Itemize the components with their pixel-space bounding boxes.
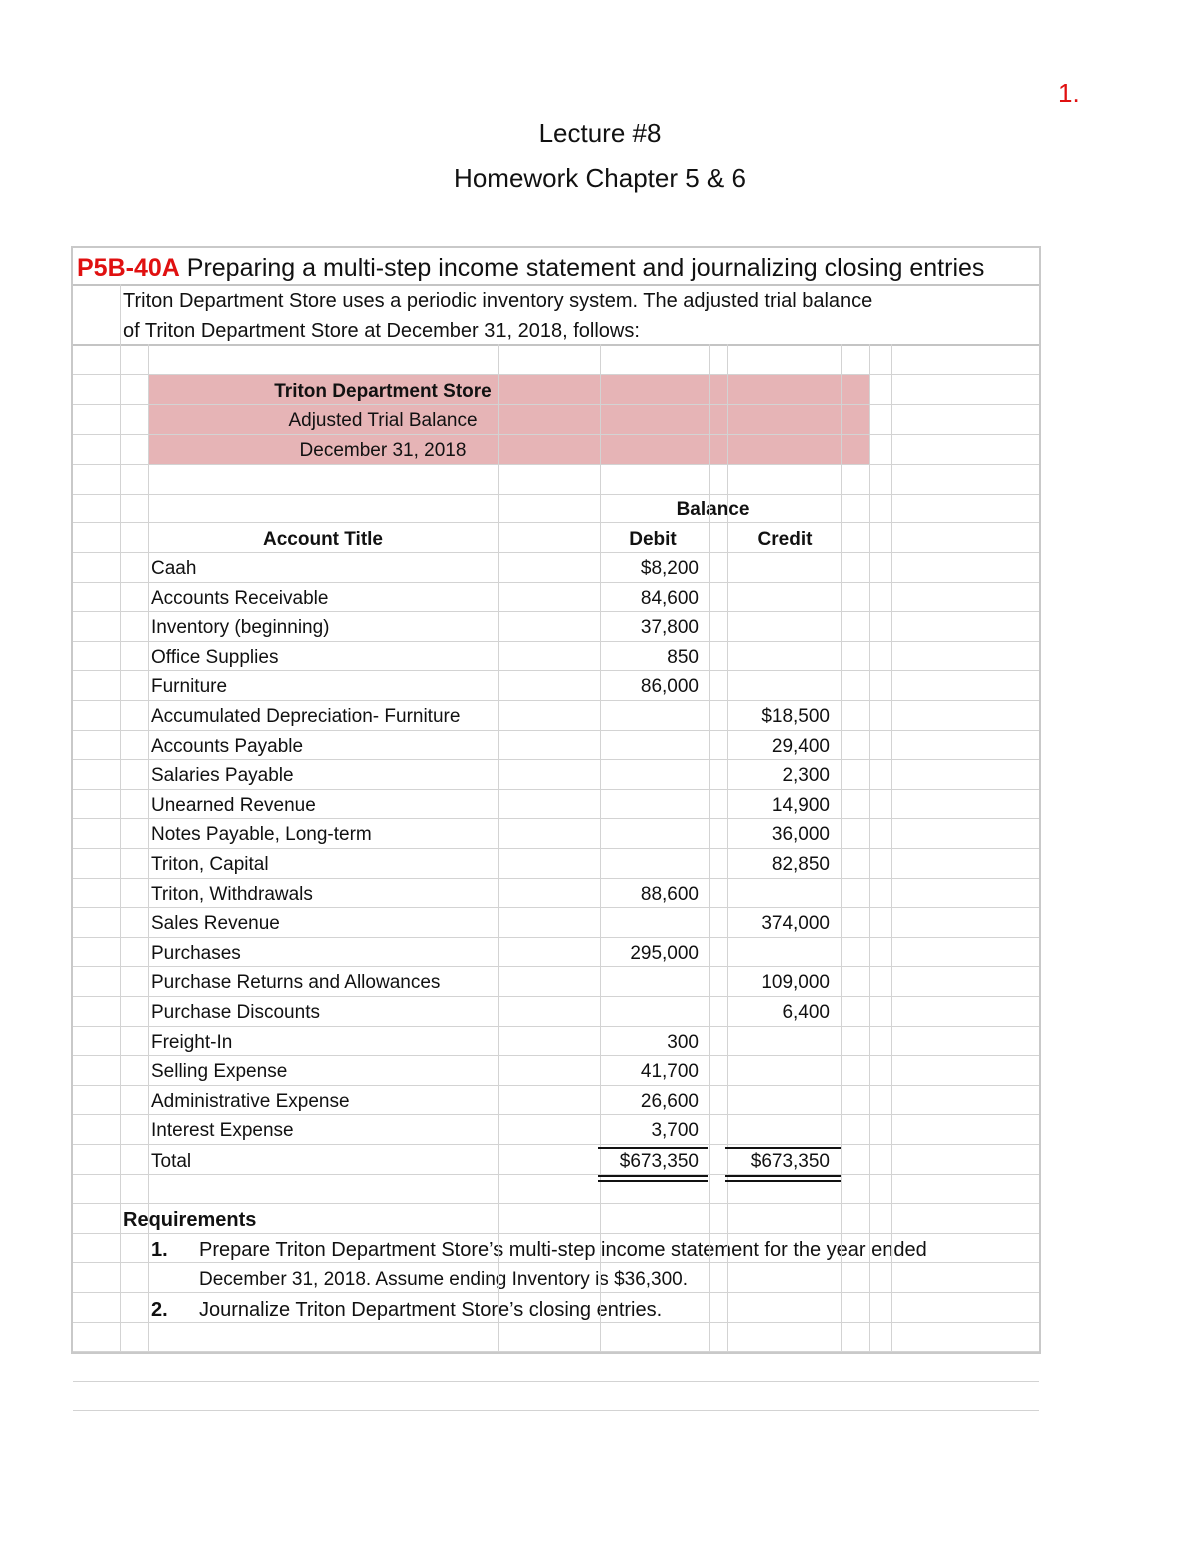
debit-amount: 86,000	[640, 676, 699, 697]
grid-row-line	[73, 1233, 1039, 1234]
debit-amount: 88,600	[640, 884, 699, 905]
credit-amount: 14,900	[771, 795, 830, 816]
grid-row-line	[73, 1114, 1039, 1115]
total-label: Total	[151, 1151, 192, 1172]
account-title: Freight-In	[151, 1032, 233, 1053]
account-title: Triton, Capital	[151, 854, 269, 875]
grid-column-line	[498, 344, 499, 1352]
requirements-title: Requirements	[123, 1209, 257, 1231]
account-title: Furniture	[151, 676, 228, 697]
problem-title: Preparing a multi-step income statement and journalizing closing entries	[186, 254, 985, 282]
grid-row-line	[73, 344, 1039, 346]
account-title: Purchase Returns and Allowances	[151, 972, 441, 993]
credit-header: Credit	[757, 529, 813, 550]
account-title: Caah	[151, 558, 197, 579]
grid-row-line	[73, 1174, 1039, 1175]
debit-amount: 295,000	[630, 943, 699, 964]
account-title: Accounts Payable	[151, 736, 304, 757]
grid-row-line	[73, 641, 1039, 642]
problem-intro-line1: Triton Department Store uses a periodic inventory system. The adjusted trial balance	[123, 290, 873, 312]
debit-amount: 3,700	[651, 1120, 699, 1141]
credit-amount: 2,300	[782, 765, 830, 786]
grid-row-line	[73, 670, 1039, 671]
grid-row-line	[73, 1262, 1039, 1263]
grid-row-line	[73, 848, 1039, 849]
grid-row-line	[73, 996, 1039, 997]
grid-row-line	[73, 464, 1039, 465]
grid-row-line	[73, 730, 1039, 731]
account-title: Unearned Revenue	[151, 795, 316, 816]
grid-column-line	[600, 344, 601, 1352]
account-title: Triton, Withdrawals	[151, 884, 313, 905]
credit-amount: 82,850	[771, 854, 830, 875]
debit-amount: 850	[667, 647, 699, 668]
worksheet	[71, 246, 1041, 1354]
grid-row-line	[73, 1351, 1039, 1352]
account-title: Office Supplies	[151, 647, 279, 668]
grid-row-line	[73, 907, 1039, 908]
page-number: 1.	[1058, 78, 1080, 108]
debit-amount: 300	[667, 1032, 699, 1053]
problem-heading	[77, 254, 984, 283]
account-title: Sales Revenue	[151, 913, 280, 934]
grid-column-line	[841, 344, 842, 1352]
grid-column-line	[148, 344, 149, 1352]
credit-amount: 109,000	[761, 972, 830, 993]
requirement-1-number: 1.	[151, 1239, 168, 1261]
account-title: Administrative Expense	[151, 1091, 350, 1112]
debit-header: Debit	[629, 529, 677, 550]
grid-row-line	[73, 789, 1039, 790]
credit-amount: 6,400	[782, 1002, 830, 1023]
grid-row-line	[73, 1026, 1039, 1027]
grid-row-line	[73, 404, 1039, 405]
account-title: Accumulated Depreciation- Furniture	[151, 706, 461, 727]
grid-column-line	[120, 284, 121, 1352]
grid-row-line	[73, 1410, 1039, 1411]
grid-row-line	[73, 1144, 1039, 1145]
grid-row-line	[73, 552, 1039, 553]
debit-amount: 84,600	[640, 588, 699, 609]
grid-row-line	[73, 284, 1039, 286]
grid-row-line	[73, 374, 1039, 375]
grid-row-line	[73, 1203, 1039, 1204]
grid-column-line	[709, 344, 710, 1352]
requirement-2-number: 2.	[151, 1299, 168, 1321]
grid-row-line	[73, 611, 1039, 612]
account-title: Notes Payable, Long-term	[151, 824, 372, 845]
account-title: Purchase Discounts	[151, 1002, 320, 1023]
grid-row-line	[73, 1085, 1039, 1086]
grid-column-line	[869, 344, 870, 1352]
grid-row-line	[73, 700, 1039, 701]
credit-amount: 29,400	[771, 736, 830, 757]
account-title: Interest Expense	[151, 1120, 294, 1141]
account-title: Salaries Payable	[151, 765, 294, 786]
debit-amount: 26,600	[640, 1091, 699, 1112]
grid-row-line	[73, 1055, 1039, 1056]
balance-header: Balance	[676, 499, 750, 520]
problem-intro-line2: of Triton Department Store at December 31, 2018, follows:	[123, 320, 640, 342]
grid-row-line	[73, 1292, 1039, 1293]
grid-row-line	[73, 818, 1039, 819]
total-credit: $673,350	[750, 1151, 830, 1172]
statement-header	[148, 375, 870, 464]
grid-row-line	[73, 966, 1039, 967]
grid-row-line	[73, 522, 1039, 523]
requirement-2-text: Journalize Triton Department Store’s closing entries.	[199, 1299, 663, 1321]
total-debit: $673,350	[619, 1151, 699, 1172]
account-title: Inventory (beginning)	[151, 617, 330, 638]
debit-amount: $8,200	[640, 558, 699, 579]
lecture-title: Lecture #8	[538, 118, 662, 148]
total-double-rule	[598, 1175, 708, 1182]
credit-amount: $18,500	[761, 706, 830, 727]
account-title: Accounts Receivable	[151, 588, 329, 609]
requirement-1-text-cont: December 31, 2018. Assume ending Inventory is $36,300.	[199, 1269, 689, 1290]
grid-row-line	[73, 582, 1039, 583]
grid-row-line	[73, 759, 1039, 760]
report-date: December 31, 2018	[299, 440, 467, 461]
grid-column-line	[891, 344, 892, 1352]
problem-code: P5B-40A	[77, 254, 180, 282]
homework-title: Homework Chapter 5 & 6	[454, 163, 746, 193]
grid-row-line	[73, 937, 1039, 938]
total-single-rule	[598, 1147, 708, 1149]
grid-column-line	[727, 344, 728, 1352]
requirement-1-text: Prepare Triton Department Store’s multi-step income statement for the year ended	[199, 1239, 927, 1261]
grid-row-line	[73, 1381, 1039, 1382]
account-title: Purchases	[151, 943, 241, 964]
grid-row-line	[73, 878, 1039, 879]
account-title: Selling Expense	[151, 1061, 288, 1082]
grid-row-line	[73, 494, 1039, 495]
credit-amount: 374,000	[761, 913, 830, 934]
credit-amount: 36,000	[771, 824, 830, 845]
total-single-rule	[725, 1147, 841, 1149]
grid-row-line	[73, 1322, 1039, 1323]
total-double-rule	[725, 1175, 841, 1182]
company-name: Triton Department Store	[274, 381, 492, 402]
debit-amount: 41,700	[640, 1061, 699, 1082]
grid-row-line	[73, 434, 1039, 435]
account-title-header: Account Title	[263, 529, 383, 550]
report-name: Adjusted Trial Balance	[288, 410, 478, 431]
debit-amount: 37,800	[640, 617, 699, 638]
